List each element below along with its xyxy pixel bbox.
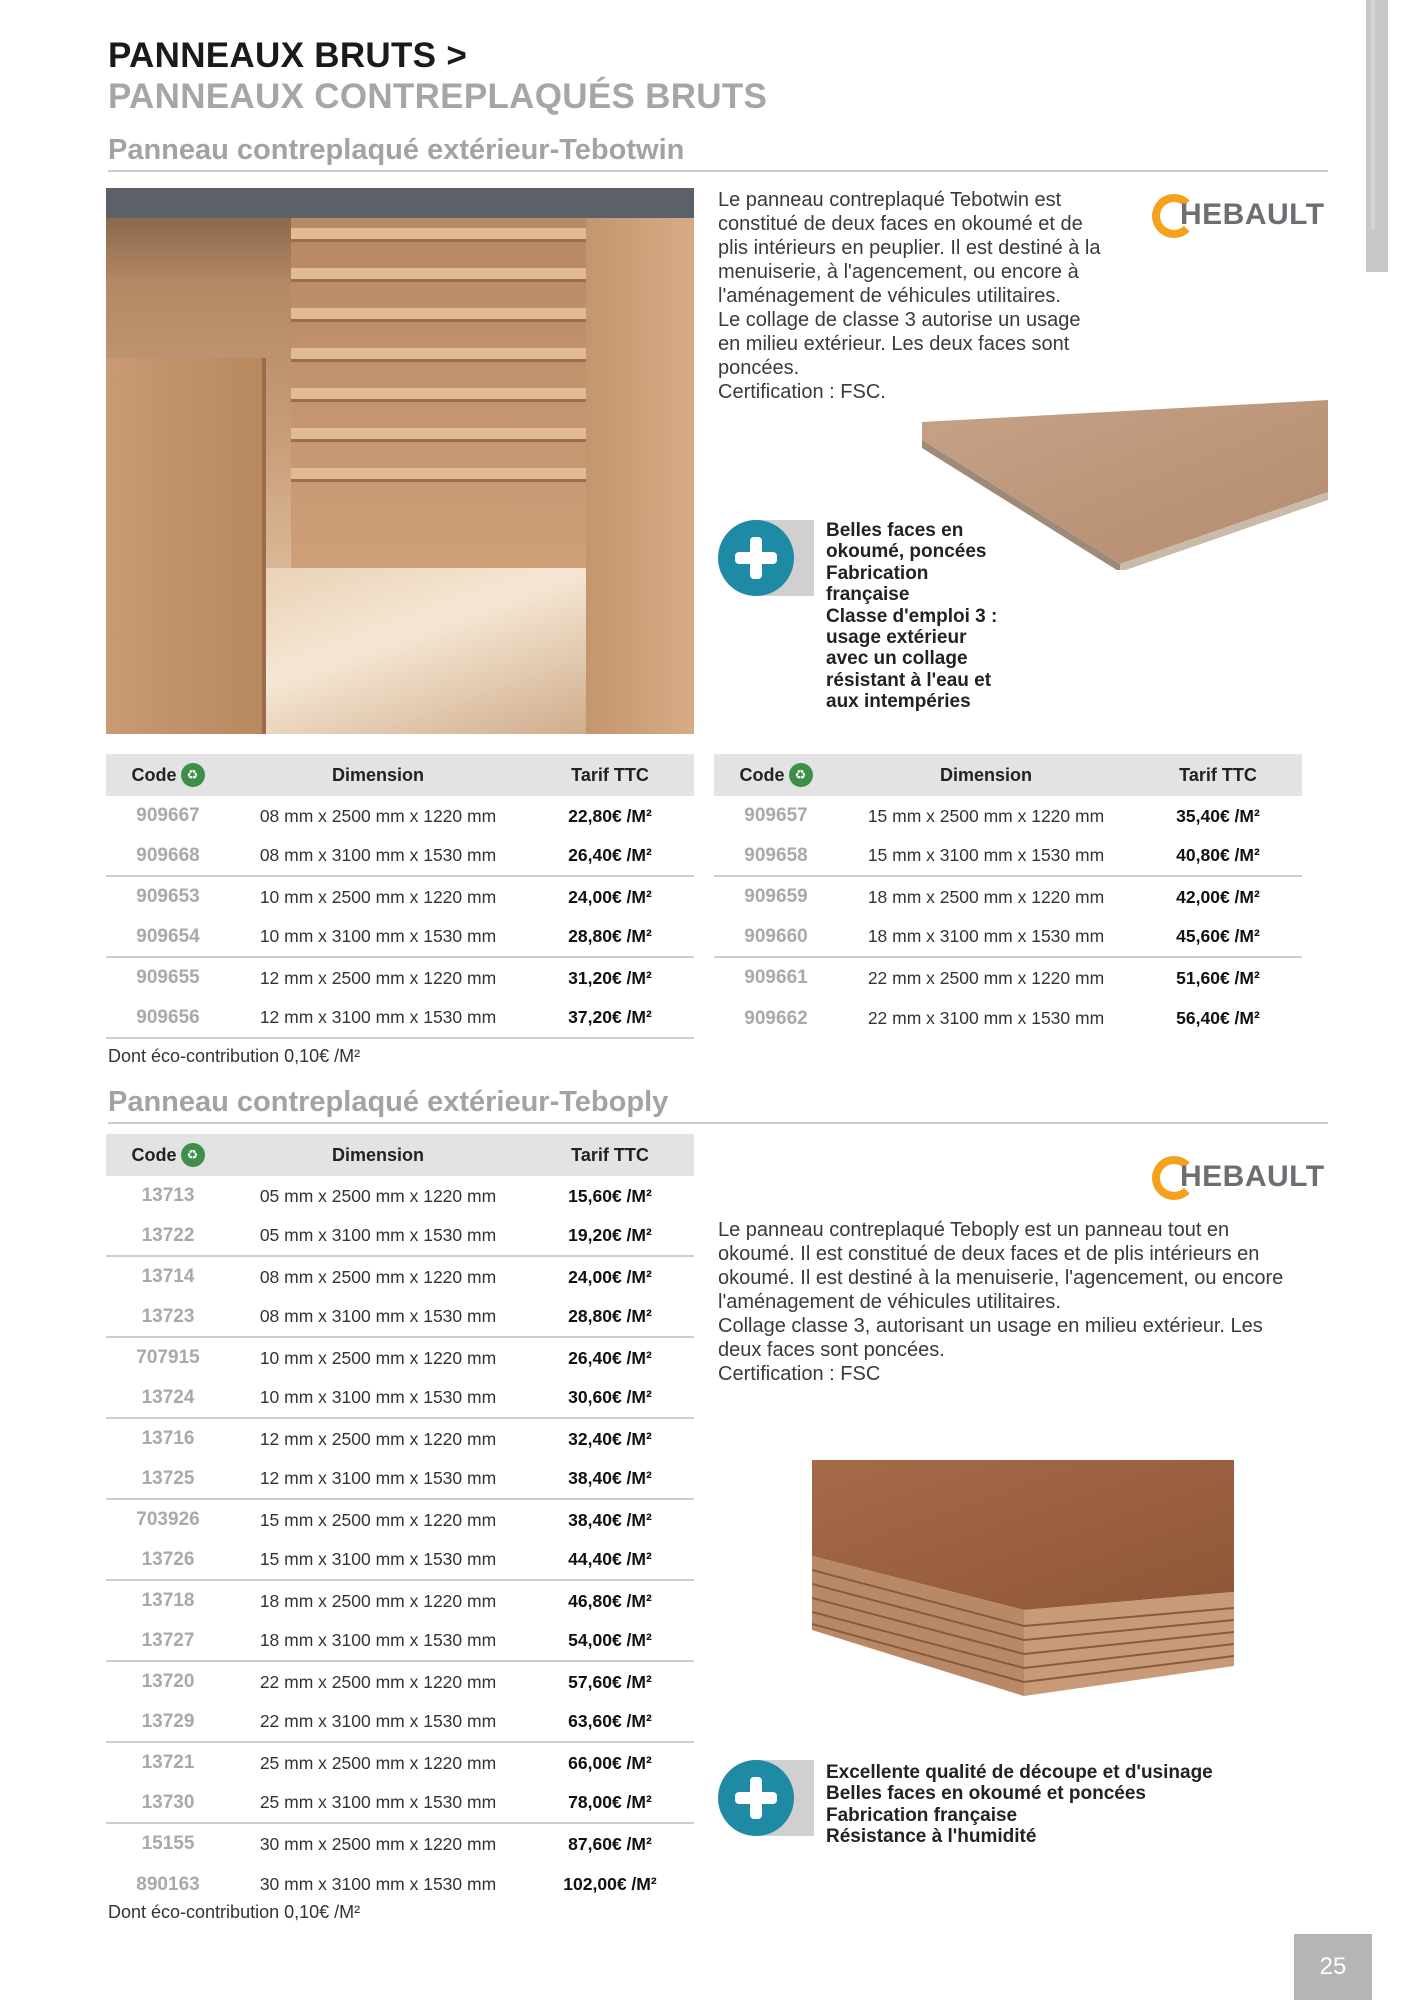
table-row bbox=[106, 1379, 694, 1420]
cell-dim: 12 mm x 3100 mm x 1530 mm bbox=[259, 1007, 497, 1028]
table-row bbox=[714, 999, 1302, 1040]
cell-dim: 15 mm x 3100 mm x 1530 mm bbox=[867, 845, 1105, 866]
thebault-logo: HEBAULT bbox=[1150, 1152, 1330, 1204]
cell-dim: 15 mm x 2500 mm x 1220 mm bbox=[867, 805, 1105, 826]
price-table-teboply bbox=[106, 1134, 694, 1905]
cell-code: 909660 bbox=[744, 925, 808, 947]
table-row bbox=[106, 1176, 694, 1217]
eco-contribution-note: Dont éco-contribution 0,10€ /M² bbox=[108, 1902, 361, 1922]
cell-dim: 10 mm x 3100 mm x 1530 mm bbox=[259, 1387, 497, 1408]
cell-price: 40,80€ /M² bbox=[1176, 845, 1260, 866]
cell-dim: 22 mm x 2500 mm x 1220 mm bbox=[867, 967, 1105, 988]
eco-icon: ♻ bbox=[181, 763, 205, 787]
cell-price: 24,00€ /M² bbox=[568, 886, 652, 907]
table-row bbox=[106, 1743, 694, 1784]
cell-dim: 18 mm x 3100 mm x 1530 mm bbox=[867, 926, 1105, 947]
cell-code: 13729 bbox=[141, 1710, 195, 1732]
cell-price: 51,60€ /M² bbox=[1176, 967, 1260, 988]
cell-price: 22,80€ /M² bbox=[568, 805, 652, 826]
table-row bbox=[106, 1865, 694, 1906]
table-row bbox=[106, 796, 694, 837]
cell-price: 31,20€ /M² bbox=[568, 967, 652, 988]
table-row bbox=[106, 1460, 694, 1501]
van-interior-photo bbox=[106, 188, 694, 734]
cell-price: 38,40€ /M² bbox=[568, 1509, 652, 1530]
table-row bbox=[106, 1784, 694, 1825]
table-row bbox=[714, 837, 1302, 878]
cell-price: 24,00€ /M² bbox=[568, 1266, 652, 1287]
eco-icon: ♻ bbox=[181, 1143, 205, 1167]
cell-price: 44,40€ /M² bbox=[568, 1549, 652, 1570]
cell-price: 63,60€ /M² bbox=[568, 1711, 652, 1732]
benefit-item: Excellente qualité de découpe et d'usinage bbox=[826, 1762, 1213, 1783]
cell-code: 13714 bbox=[141, 1266, 195, 1288]
cell-price: 32,40€ /M² bbox=[568, 1428, 652, 1449]
plus-icon bbox=[718, 520, 814, 596]
cell-code: 13725 bbox=[141, 1467, 195, 1489]
cell-price: 42,00€ /M² bbox=[1176, 886, 1260, 907]
table-row bbox=[106, 918, 694, 959]
cell-dim: 12 mm x 2500 mm x 1220 mm bbox=[259, 1428, 497, 1449]
cell-code: 13721 bbox=[141, 1752, 195, 1774]
cell-code: 909655 bbox=[136, 967, 200, 989]
cell-code: 909661 bbox=[744, 967, 808, 989]
page-title: PANNEAUX BRUTS > bbox=[108, 36, 468, 75]
benefits-list-teboply bbox=[826, 1762, 1326, 1848]
cell-dim: 18 mm x 3100 mm x 1530 mm bbox=[259, 1630, 497, 1651]
section-divider bbox=[108, 1122, 1328, 1124]
table-row bbox=[714, 958, 1302, 999]
plus-icon bbox=[718, 1760, 814, 1836]
cell-dim: 15 mm x 3100 mm x 1530 mm bbox=[259, 1549, 497, 1570]
benefit-item: usage extérieur bbox=[826, 627, 967, 649]
eco-contribution-note: Dont éco-contribution 0,10€ /M² bbox=[108, 1046, 361, 1066]
cell-dim: 22 mm x 3100 mm x 1530 mm bbox=[867, 1008, 1105, 1029]
page-subtitle: PANNEAUX CONTREPLAQUÉS BRUTS bbox=[108, 77, 768, 116]
cell-dim: 22 mm x 2500 mm x 1220 mm bbox=[259, 1671, 497, 1692]
cell-code: 15155 bbox=[141, 1833, 195, 1855]
benefit-item: Fabrication française bbox=[826, 1804, 1018, 1826]
cell-price: 37,20€ /M² bbox=[568, 1007, 652, 1028]
cell-dim: 12 mm x 3100 mm x 1530 mm bbox=[259, 1468, 497, 1489]
cell-code: 909667 bbox=[136, 805, 200, 827]
cell-price: 78,00€ /M² bbox=[568, 1792, 652, 1813]
cell-price: 57,60€ /M² bbox=[568, 1671, 652, 1692]
benefit-item: avec un collage bbox=[826, 648, 968, 670]
cell-code: 707915 bbox=[136, 1347, 200, 1369]
cell-dim: 08 mm x 3100 mm x 1530 mm bbox=[259, 1306, 497, 1327]
table-row bbox=[106, 1217, 694, 1258]
benefit-item: Belles faces en okoumé et poncées bbox=[826, 1783, 1146, 1805]
table-row bbox=[106, 1622, 694, 1663]
cell-code: 909656 bbox=[136, 1006, 200, 1028]
cell-dim: 30 mm x 2500 mm x 1220 mm bbox=[259, 1833, 497, 1854]
cell-price: 54,00€ /M² bbox=[568, 1630, 652, 1651]
table-row bbox=[106, 958, 694, 999]
section-divider bbox=[108, 170, 1328, 172]
price-table-tebotwin-right bbox=[714, 754, 1302, 1039]
cell-code: 909657 bbox=[744, 805, 808, 827]
cell-price: 66,00€ /M² bbox=[568, 1752, 652, 1773]
table-header: Code ♻ Dimension Tarif TTC bbox=[106, 1134, 694, 1176]
cell-price: 45,60€ /M² bbox=[1176, 926, 1260, 947]
cell-code: 909658 bbox=[744, 844, 808, 866]
price-table-tebotwin-left bbox=[106, 754, 694, 1039]
page-number: 25 bbox=[1294, 1934, 1372, 2000]
cell-code: 13724 bbox=[141, 1386, 195, 1408]
benefit-item: Résistance à l'humidité bbox=[826, 1826, 1037, 1848]
benefit-item: Belles faces en bbox=[826, 520, 964, 541]
benefit-item: aux intempéries bbox=[826, 691, 971, 713]
table-row bbox=[106, 1500, 694, 1541]
cell-code: 13720 bbox=[141, 1671, 195, 1693]
cell-price: 28,80€ /M² bbox=[568, 926, 652, 947]
cell-price: 30,60€ /M² bbox=[568, 1387, 652, 1408]
cell-code: 13713 bbox=[141, 1185, 195, 1207]
cell-price: 56,40€ /M² bbox=[1176, 1008, 1260, 1029]
cell-price: 15,60€ /M² bbox=[568, 1185, 652, 1206]
table-row bbox=[106, 1338, 694, 1379]
table-row bbox=[106, 1824, 694, 1865]
table-row bbox=[106, 1419, 694, 1460]
scrollbar-thumb[interactable] bbox=[1366, 0, 1388, 272]
cell-dim: 25 mm x 3100 mm x 1530 mm bbox=[259, 1792, 497, 1813]
table-row bbox=[106, 837, 694, 878]
cell-code: 13716 bbox=[141, 1428, 195, 1450]
table-row bbox=[714, 918, 1302, 959]
thebault-logo: HEBAULT bbox=[1150, 190, 1330, 242]
cell-dim: 30 mm x 3100 mm x 1530 mm bbox=[259, 1874, 497, 1895]
cell-code: 890163 bbox=[136, 1873, 200, 1895]
benefits-list-tebotwin bbox=[826, 520, 1066, 713]
table-row bbox=[106, 1257, 694, 1298]
cell-code: 13718 bbox=[141, 1590, 195, 1612]
cell-dim: 08 mm x 2500 mm x 1220 mm bbox=[259, 805, 497, 826]
cell-code: 909662 bbox=[744, 1007, 808, 1029]
cell-dim: 05 mm x 2500 mm x 1220 mm bbox=[259, 1185, 497, 1206]
table-header: Code ♻ Dimension Tarif TTC bbox=[714, 754, 1302, 796]
cell-dim: 12 mm x 2500 mm x 1220 mm bbox=[259, 967, 497, 988]
section-title-tebotwin: Panneau contreplaqué extérieur-Tebotwin bbox=[108, 134, 685, 166]
cell-dim: 15 mm x 2500 mm x 1220 mm bbox=[259, 1509, 497, 1530]
table-row bbox=[106, 1541, 694, 1582]
cell-price: 28,80€ /M² bbox=[568, 1306, 652, 1327]
cell-code: 13722 bbox=[141, 1224, 195, 1246]
cell-code: 13727 bbox=[141, 1629, 195, 1651]
cell-code: 13726 bbox=[141, 1548, 195, 1570]
table-row bbox=[714, 877, 1302, 918]
cell-code: 703926 bbox=[136, 1509, 200, 1531]
cell-price: 35,40€ /M² bbox=[1176, 805, 1260, 826]
cell-dim: 10 mm x 2500 mm x 1220 mm bbox=[259, 886, 497, 907]
cell-code: 13723 bbox=[141, 1305, 195, 1327]
eco-icon: ♻ bbox=[789, 763, 813, 787]
scrollbar-track[interactable] bbox=[1371, 0, 1375, 230]
cell-price: 46,80€ /M² bbox=[568, 1590, 652, 1611]
cell-dim: 22 mm x 3100 mm x 1530 mm bbox=[259, 1711, 497, 1732]
cell-code: 13730 bbox=[141, 1791, 195, 1813]
cell-code: 909654 bbox=[136, 925, 200, 947]
table-row bbox=[714, 796, 1302, 837]
benefit-item: Classe d'emploi 3 : bbox=[826, 605, 998, 627]
table-row bbox=[106, 1581, 694, 1622]
table-row bbox=[106, 877, 694, 918]
table-row bbox=[106, 1662, 694, 1703]
cell-price: 19,20€ /M² bbox=[568, 1225, 652, 1246]
section-title-teboply: Panneau contreplaqué extérieur-Teboply bbox=[108, 1086, 669, 1118]
cell-dim: 08 mm x 2500 mm x 1220 mm bbox=[259, 1266, 497, 1287]
cell-dim: 05 mm x 3100 mm x 1530 mm bbox=[259, 1225, 497, 1246]
cell-price: 38,40€ /M² bbox=[568, 1468, 652, 1489]
cell-dim: 08 mm x 3100 mm x 1530 mm bbox=[259, 845, 497, 866]
benefit-item: okoumé, poncées bbox=[826, 541, 987, 563]
cell-code: 909653 bbox=[136, 886, 200, 908]
table-row bbox=[106, 1298, 694, 1339]
cell-code: 909668 bbox=[136, 844, 200, 866]
benefit-item: française bbox=[826, 584, 910, 606]
plywood-stack-photo bbox=[812, 1460, 1234, 1696]
cell-code: 909659 bbox=[744, 886, 808, 908]
cell-dim: 18 mm x 2500 mm x 1220 mm bbox=[867, 886, 1105, 907]
benefit-item: résistant à l'eau et bbox=[826, 669, 992, 691]
cell-price: 26,40€ /M² bbox=[568, 845, 652, 866]
cell-dim: 25 mm x 2500 mm x 1220 mm bbox=[259, 1752, 497, 1773]
cell-price: 87,60€ /M² bbox=[568, 1833, 652, 1854]
table-row bbox=[106, 999, 694, 1040]
table-row bbox=[106, 1703, 694, 1744]
table-header: Code ♻ Dimension Tarif TTC bbox=[106, 754, 694, 796]
cell-dim: 18 mm x 2500 mm x 1220 mm bbox=[259, 1590, 497, 1611]
cell-price: 102,00€ /M² bbox=[563, 1874, 657, 1895]
product-description-teboply: Le panneau contreplaqué Teboply est un panneau tout en okoumé. Il est constitué de deux faces et de plis intérieurs en okoumé. Il est destiné à la menuiserie, l'agencement, ou encore l'aménagement de véhicules utilitaires. Collage classe 3, autorisant un usage en milieu extérieur. Les deux faces sont poncées. Certification : FSC bbox=[718, 1219, 1284, 1385]
benefit-item: Fabrication bbox=[826, 562, 929, 584]
cell-price: 26,40€ /M² bbox=[568, 1347, 652, 1368]
product-description-tebotwin: Le panneau contreplaqué Tebotwin est constitué de deux faces en okoumé et de plis intérieurs en peuplier. Il est destiné à la menuiserie, à l'agencement, ou encore à l'aménagement de véhicules utilitaires. Le collage de classe 3 autorise un usage en milieu extérieur. Les deux faces sont poncées. Certification : FSC. bbox=[718, 189, 1101, 403]
cell-dim: 10 mm x 3100 mm x 1530 mm bbox=[259, 926, 497, 947]
cell-dim: 10 mm x 2500 mm x 1220 mm bbox=[259, 1347, 497, 1368]
